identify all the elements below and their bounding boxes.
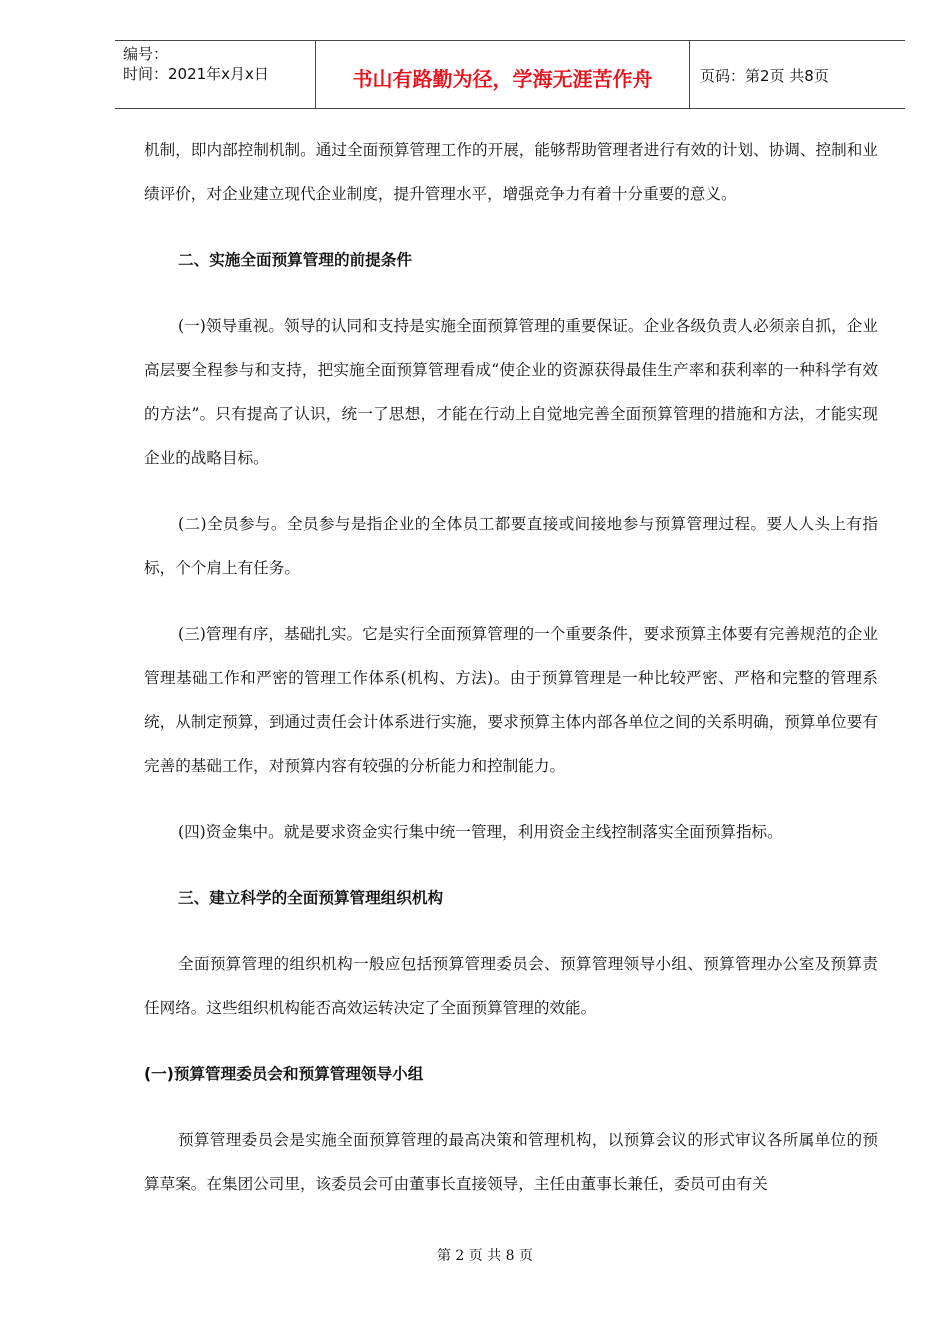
section-heading-2: 二、实施全面预算管理的前提条件 (178, 251, 412, 269)
page-footer: 第 2 页 共 8 页 (436, 1248, 534, 1264)
paragraph-management-order: (三)管理有序，基础扎实。它是实行全面预算管理的一个重要条件，要求预算主体要有完善规范的企业管理基础工作和严密的管理工作体系(机构、方法)。由于预算管理是一种比较严密、严格和完整的管理系统，从制定预算，到通过责任会计体系进行实施，要求预算主体内部各单位之间的关系明确，预算单位要有完善的基础工作，对预算内容有较强的分析能力和控制能力。 (144, 625, 878, 775)
header-page-code: 页码：第2页 共8页 (700, 67, 829, 85)
paragraph-continuation: 机制，即内部控制机制。通过全面预算管理工作的开展，能够帮助管理者进行有效的计划、协调、控制和业绩评价，对企业建立现代企业制度，提升管理水平，增强竞争力有着十分重要的意义。 (144, 141, 878, 203)
page-header (115, 40, 905, 109)
header-motto-cell (315, 41, 690, 108)
section-heading-3: 三、建立科学的全面预算管理组织机构 (178, 889, 444, 907)
document-time-label: 时间：2021年x月x日 (123, 65, 269, 83)
header-page-cell (690, 41, 905, 108)
paragraph-funds: (四)资金集中。就是要求资金实行集中统一管理，利用资金主线控制落实全面预算指标。 (178, 823, 783, 841)
paragraph-organization: 全面预算管理的组织机构一般应包括预算管理委员会、预算管理领导小组、预算管理办公室及预算责任网络。这些组织机构能否高效运转决定了全面预算管理的效能。 (144, 955, 878, 1017)
document-number-label: 编号： (123, 45, 169, 63)
header-info-cell (115, 41, 315, 108)
paragraph-leadership: (一)领导重视。领导的认同和支持是实施全面预算管理的重要保证。企业各级负责人必须亲自抓，企业高层要全程参与和支持，把实施全面预算管理看成“使企业的资源获得最佳生产率和获利率的一种科学有效的方法”。只有提高了认识，统一了思想，才能在行动上自觉地完善全面预算管理的措施和方法，才能实现企业的战略目标。 (144, 317, 878, 467)
document-body (144, 128, 878, 1206)
paragraph-committee: 预算管理委员会是实施全面预算管理的最高决策和管理机构，以预算会议的形式审议各所属单位的预算草案。在集团公司里，该委员会可由董事长直接领导，主任由董事长兼任，委员可由有关 (144, 1131, 878, 1193)
header-motto: 书山有路勤为径，学海无涯苦作舟 (352, 67, 653, 91)
paragraph-participation: (二)全员参与。全员参与是指企业的全体员工都要直接或间接地参与预算管理过程。要人人头上有指标，个个肩上有任务。 (144, 515, 878, 577)
subsection-heading-1: (一)预算管理委员会和预算管理领导小组 (144, 1065, 424, 1083)
